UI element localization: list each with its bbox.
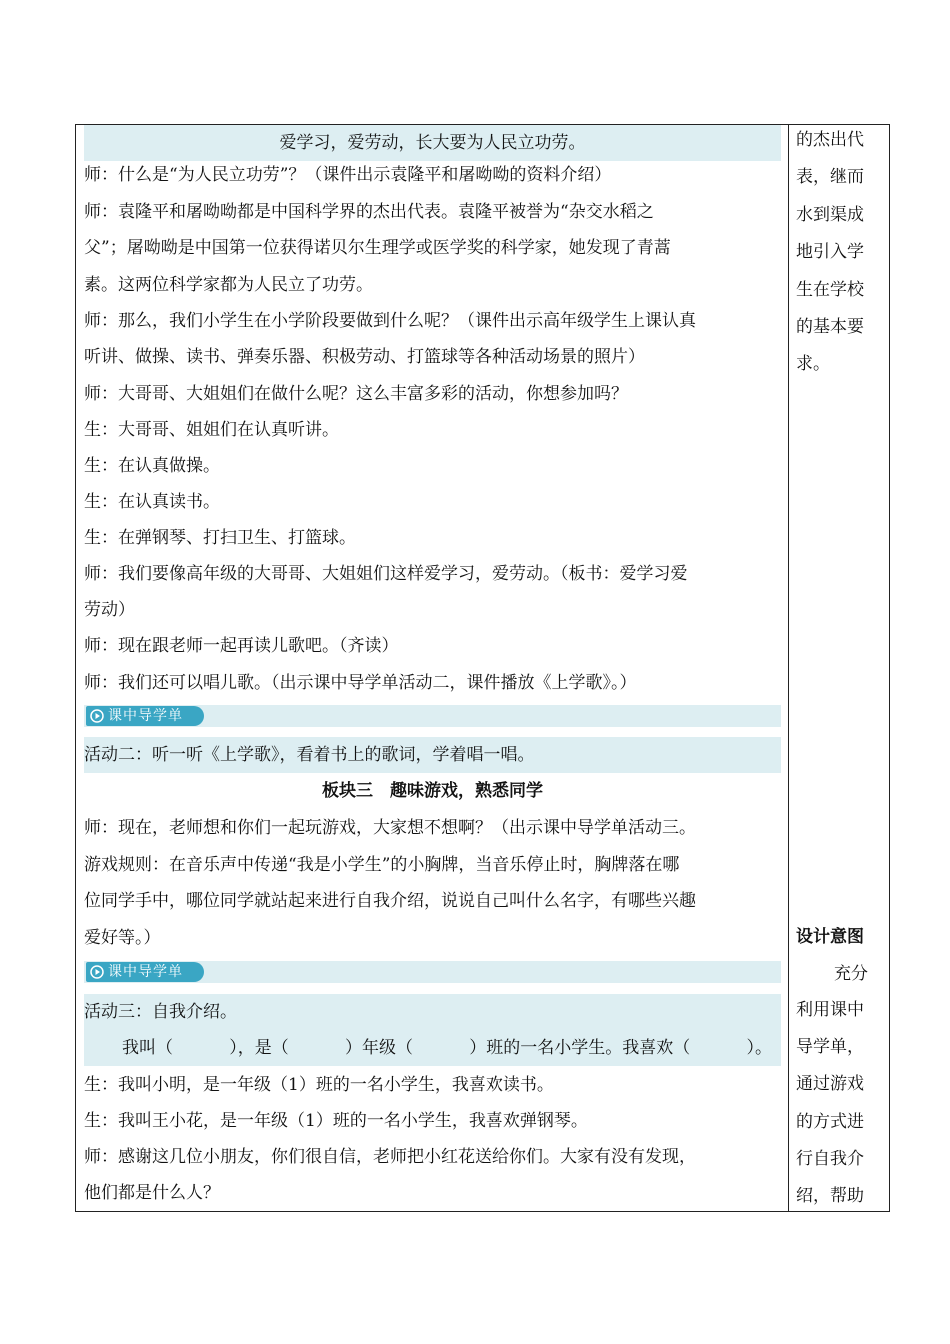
blank-segment: ）班的一名小学生。我喜欢（ xyxy=(469,1038,691,1058)
side-text-line: 水到渠成 xyxy=(796,205,864,225)
text-line: 师：现在跟老师一起再读儿歌吧。（齐读） xyxy=(84,636,399,656)
side-text-line: 行自我介 xyxy=(796,1149,864,1169)
guide-label-bar xyxy=(84,705,781,727)
play-circle-icon xyxy=(90,965,104,979)
text-line: 师：那么，我们小学生在小学阶段要做到什么呢？（课件出示高年级学生上课认真 xyxy=(84,311,696,331)
guide-badge-label: 课中导学单 xyxy=(108,964,183,980)
text-line: 游戏规则：在音乐声中传递“我是小学生”的小胸牌，当音乐停止时，胸牌落在哪 xyxy=(84,855,680,875)
side-text-line: 表，继而 xyxy=(796,167,864,187)
side-text-line: 地引入学 xyxy=(796,242,864,262)
side-text-line: 的方式进 xyxy=(796,1112,864,1132)
guide-badge-label: 课中导学单 xyxy=(108,708,183,724)
text-line: 师：袁隆平和屠呦呦都是中国科学界的杰出代表。袁隆平被誉为“杂交水稻之 xyxy=(84,202,654,222)
text-line: 师：现在，老师想和你们一起玩游戏，大家想不想啊？（出示课中导学单活动三。 xyxy=(84,818,696,838)
text-line: 师：我们还可以唱儿歌。（出示课中导学单活动二，课件播放《上学歌》。） xyxy=(84,673,637,693)
side-text-line: 生在学校 xyxy=(796,280,864,300)
text-line: 素。这两位科学家都为人民立了功劳。 xyxy=(84,275,373,295)
text-line: 他们都是什么人？ xyxy=(84,1183,220,1203)
side-text-line: 利用课中 xyxy=(796,1000,864,1020)
text-line: 听讲、做操、读书、弹奏乐器、积极劳动、打篮球等各种活动场景的照片） xyxy=(84,347,645,367)
text-line: 生：在认真读书。 xyxy=(84,492,220,512)
side-text-line: 导学单， xyxy=(796,1037,864,1057)
text-line: 生：在认真做操。 xyxy=(84,456,220,476)
text-line: 师：大哥哥、大姐姐们在做什么呢？这么丰富多彩的活动，你想参加吗？ xyxy=(84,384,628,404)
blank-segment: ），是（ xyxy=(229,1038,289,1058)
text-line: 生：我叫王小花，是一年级（1）班的一名小学生，我喜欢弹钢琴。 xyxy=(84,1111,588,1131)
column-divider xyxy=(788,125,789,1211)
text-line: 位同学手中，哪位同学就站起来进行自我介绍，说说自己叫什么名字，有哪些兴趣 xyxy=(84,891,696,911)
side-text-line: 求。 xyxy=(796,354,830,374)
text-line: 爱好等。） xyxy=(84,928,161,948)
side-text-line: 绍，帮助 xyxy=(796,1186,864,1206)
text-line: 生：我叫小明，是一年级（1）班的一名小学生，我喜欢读书。 xyxy=(84,1075,554,1095)
side-text-line: 的基本要 xyxy=(796,317,864,337)
blank-segment: ）。 xyxy=(746,1038,772,1058)
activity-three-line: 活动三：自我介绍。 xyxy=(84,994,781,1030)
blank-segment: 我叫（ xyxy=(122,1038,173,1058)
section-heading: 板块三 趣味游戏，熟悉同学 xyxy=(322,781,543,801)
guide-badge xyxy=(86,962,204,982)
side-text-line: 充分 xyxy=(834,964,868,984)
text-line: 师：我们要像高年级的大哥哥、大姐姐们这样爱学习，爱劳动。（板书：爱学习爱 xyxy=(84,564,688,584)
text-line: 生：大哥哥、姐姐们在认真听讲。 xyxy=(84,420,339,440)
text-line: 劳动） xyxy=(84,600,135,620)
design-intent-title: 设计意图 xyxy=(796,927,864,947)
text-line: 生：在弹钢琴、打扫卫生、打篮球。 xyxy=(84,528,356,548)
guide-badge xyxy=(86,706,204,726)
song-line: 爱学习，爱劳动，长大要为人民立功劳。 xyxy=(84,125,781,161)
text-line: 父”；屠呦呦是中国第一位获得诺贝尔生理学或医学奖的科学家，她发现了青蒿 xyxy=(84,238,671,258)
blank-segment: ）年级（ xyxy=(345,1038,413,1058)
play-circle-icon xyxy=(90,709,104,723)
fill-in-blank-line xyxy=(84,1030,781,1066)
lesson-plan-table xyxy=(75,124,890,1212)
guide-label-bar xyxy=(84,961,781,983)
activity-two-line: 活动二：听一听《上学歌》，看着书上的歌词，学着唱一唱。 xyxy=(84,737,781,773)
text-line: 师：什么是“为人民立功劳”？（课件出示袁隆平和屠呦呦的资料介绍） xyxy=(84,165,612,185)
text-line: 师：感谢这几位小朋友，你们很自信，老师把小红花送给你们。大家有没有发现， xyxy=(84,1147,696,1167)
side-text-line: 通过游戏 xyxy=(796,1074,864,1094)
side-text-line: 的杰出代 xyxy=(796,130,864,150)
